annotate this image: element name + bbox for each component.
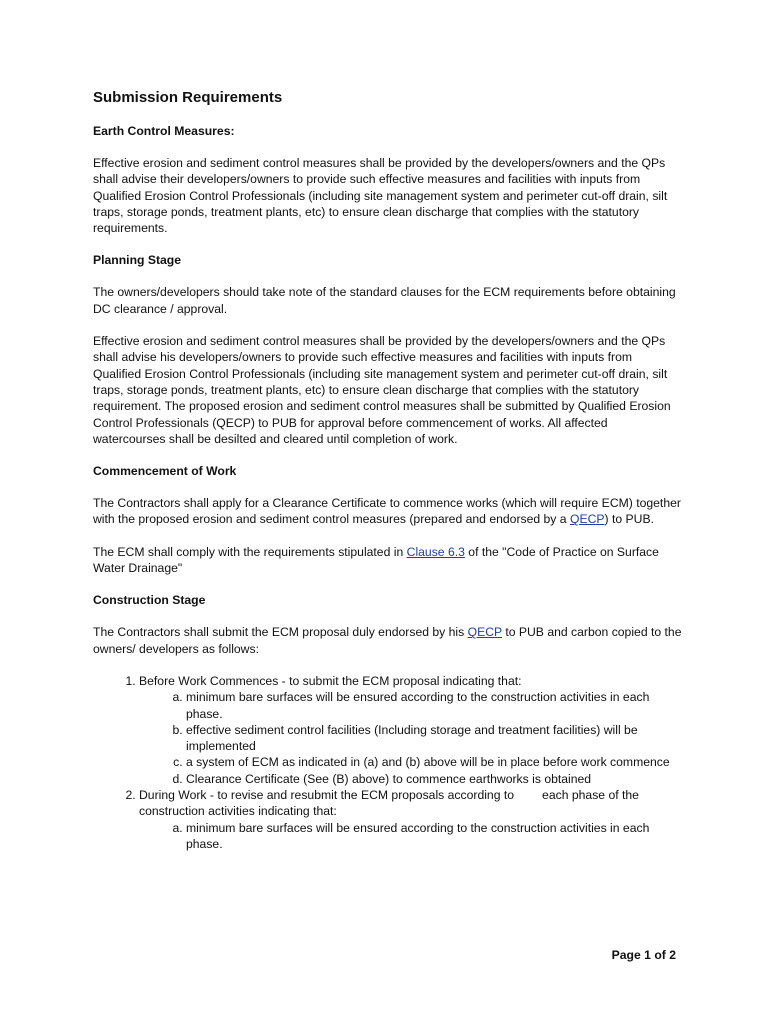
page-number: Page 1 of 2 xyxy=(611,948,676,962)
paragraph-commencement-2 xyxy=(93,544,683,577)
section-heading-commencement: Commencement of Work xyxy=(93,464,237,479)
list-item-label: During Work - to revise and resubmit the ECM proposals according to xyxy=(139,788,515,803)
sub-list-item: d. Clearance Certificate (See (B) above) to commence earthworks is obtained xyxy=(186,771,683,787)
construction-steps-list xyxy=(93,673,683,852)
section-heading-construction: Construction Stage xyxy=(93,593,206,608)
qecp-link-construction[interactable]: QECP xyxy=(467,625,502,640)
before-work-sublist xyxy=(139,689,683,787)
qecp-link[interactable]: QECP xyxy=(569,512,605,527)
text-segment: The ECM shall comply with the requirements stipulated in xyxy=(93,544,407,559)
list-item-label: Before Work Commences - to submit the ECM proposal indicating that: xyxy=(139,673,522,688)
text-segment: The Contractors shall submit the ECM proposal duly endorsed by his xyxy=(93,625,468,640)
paragraph-planning-1: The owners/developers should take note of the standard clauses for the ECM requirements before obtaining DC clearance / approval. xyxy=(93,285,676,316)
text-segment: The Contractors shall apply for a Clearance Certificate to commence works (which will require ECM) together with the proposed erosion and sediment control measures (prepared and endorsed by a xyxy=(93,496,681,527)
section-heading-planning: Planning Stage xyxy=(93,253,182,268)
sub-list-item: c. a system of ECM as indicated in (a) and (b) above will be in place before work commence xyxy=(186,754,683,770)
text-segment: of the "Code of Practice on Surface Water Drainage" xyxy=(93,544,659,576)
sub-list-item: b. effective sediment control facilities (Including storage and treatment facilities) will be implemented xyxy=(186,722,683,755)
text-segment: to PUB and carbon copied to the owners/ developers as follows: xyxy=(93,625,682,656)
list-item-during-work xyxy=(139,787,683,852)
paragraph-commencement-1 xyxy=(93,495,683,528)
list-item-label-continued: each phase of the construction activities indicating that: xyxy=(139,788,639,819)
section-heading-earth-control: Earth Control Measures: xyxy=(93,124,235,138)
sub-list-item: a. minimum bare surfaces will be ensured according to the construction activities in each phase. xyxy=(186,689,683,722)
document-content xyxy=(93,88,683,852)
page-title: Submission Requirements xyxy=(93,89,283,106)
paragraph-construction-1 xyxy=(93,624,683,657)
clause-6-3-link[interactable]: Clause 6.3 xyxy=(406,544,465,559)
paragraph-planning-2: Effective erosion and sediment control measures shall be provided by the developers/owners and the QPs shall advise his developers/owners to provide such effective measures and facilities with inputs from Qualified Erosion Control Professionals (including site management system and perimeter cut-off drain, silt traps, storage ponds, treatment plants, etc) to ensure clean discharge that complies with the statutory requirement. The proposed erosion and sediment control measures shall be submitted by Qualified Erosion Control Professionals (QECP) to PUB for approval before commencement of works. All affected watercourses shall be desilted and cleared until completion of work. xyxy=(93,334,671,446)
text-segment: ) to PUB. xyxy=(604,512,654,527)
list-item-before-work xyxy=(139,673,683,787)
during-work-sublist xyxy=(139,820,683,853)
paragraph-earth-control: Effective erosion and sediment control measures shall be provided by the developers/owners and the QPs shall advise their developers/owners to provide such effective measures and facilities with inputs from Qualified Erosion Control Professionals (including site management system and perimeter cut-off drain, silt traps, storage ponds, treatment plants, etc) to ensure clean discharge that complies with the statutory requirements. xyxy=(93,156,668,236)
sub-list-item: a. minimum bare surfaces will be ensured according to the construction activities in each phase. xyxy=(186,820,683,853)
